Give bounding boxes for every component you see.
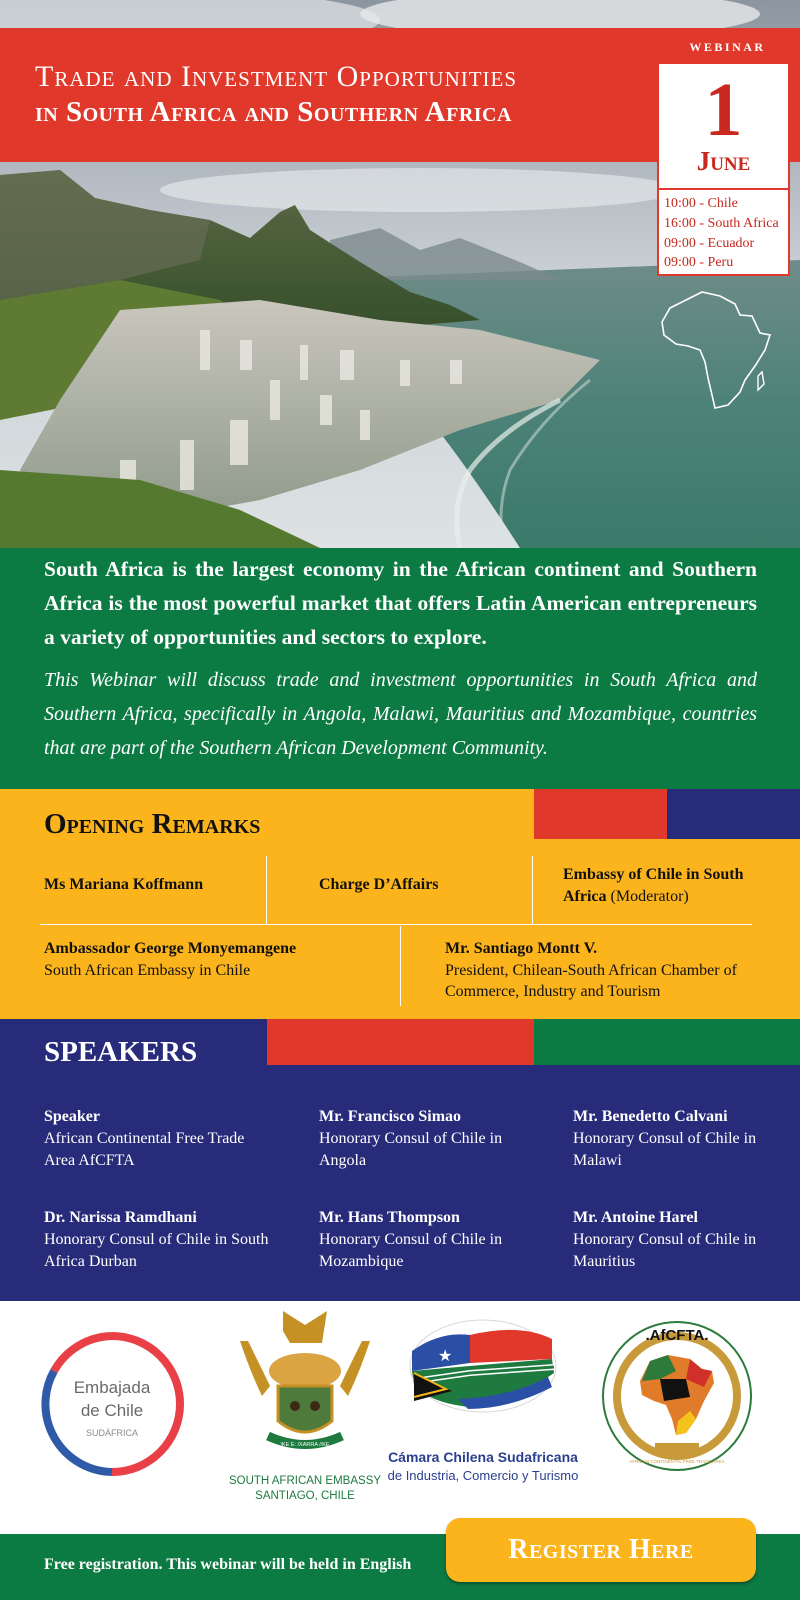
page-title-line-2: in South Africa and Southern Africa — [35, 96, 512, 128]
svg-text:★: ★ — [438, 1346, 453, 1365]
svg-text:!KE E: /XARRA //KE: !KE E: /XARRA //KE — [280, 1442, 330, 1448]
webinar-label: WEBINAR — [689, 40, 766, 54]
time-item: 09:00 - Ecuador — [664, 235, 755, 251]
divider — [266, 856, 267, 924]
date-card — [657, 62, 790, 276]
camara-chilena-sudafricana-logo — [388, 1320, 579, 1483]
page-title-line-1: Trade and Investment Opportunities — [35, 60, 518, 93]
remark-ambassador: Ambassador George Monyemangene South African Embassy in Chile — [44, 940, 297, 979]
date-month: June — [696, 146, 751, 176]
time-item: 10:00 - Chile — [664, 196, 738, 211]
svg-text:.AfCFTA.: .AfCFTA. — [645, 1327, 709, 1344]
decor-navy-block — [667, 789, 800, 839]
intro-body-text: This Webinar will discuss trade and investment opportunities in South Africa and Southern Africa, specifically in Angola, Malawi, Mauritius and Mozambique, countries that are part of the Southern African Development Community. — [44, 669, 757, 759]
svg-text:de Chile: de Chile — [80, 1401, 144, 1420]
south-african-embassy-logo — [229, 1311, 381, 1502]
speaker-card: Mr. Hans Thompson Honorary Consul of Chile in Mozambique — [319, 1209, 503, 1270]
speaker-card: Mr. Benedetto Calvani Honorary Consul of Chile in Malawi — [573, 1108, 757, 1169]
opening-remarks-title: Opening Remarks — [44, 808, 261, 840]
remark-chamber-president: Mr. Santiago Montt V. President, Chilean-South African Chamber of Commerce, Industry and Tourism — [445, 940, 737, 1000]
time-item: 16:00 - South Africa — [664, 215, 779, 231]
embajada-de-chile-logo — [45, 1336, 180, 1472]
svg-text:de Industria, Comercio y Turis: de Industria, Comercio y Turismo — [387, 1468, 579, 1483]
svg-text:AFRICAN CONTINENTAL FREE TRADE: AFRICAN CONTINENTAL FREE TRADE AREA — [629, 1459, 725, 1464]
date-day: 1 — [704, 68, 743, 152]
time-item: 09:00 - Peru — [664, 255, 734, 271]
svg-text:Embajada: Embajada — [73, 1378, 151, 1397]
time-list — [664, 194, 779, 273]
speaker-card: Dr. Narissa Ramdhani Honorary Consul of Chile in South Africa Durban — [44, 1209, 269, 1270]
remark-col-1: Ms Mariana Koffmann — [44, 876, 204, 893]
speaker-card: Mr. Francisco Simao Honorary Consul of Chile in Angola — [319, 1108, 503, 1169]
partner-logos — [0, 1301, 800, 1534]
intro-lead-text: South Africa is the largest economy in the African continent and Southern Africa is the most powerful market that offers Latin American entrepreneurs a variety of opportunities and sectors to explore. — [44, 557, 757, 649]
register-button[interactable] — [446, 1518, 756, 1582]
title-band — [0, 28, 655, 162]
speaker-card: Mr. Antoine Harel Honorary Consul of Chile in Mauritius — [573, 1209, 757, 1270]
svg-text:SANTIAGO, CHILE: SANTIAGO, CHILE — [255, 1490, 355, 1502]
divider — [532, 856, 533, 924]
svg-text:SOUTH AFRICAN EMBASSY: SOUTH AFRICAN EMBASSY — [228, 1475, 382, 1487]
register-button-label: Register Here — [508, 1534, 694, 1565]
remark-col-3: Embassy of Chile in South Africa (Moderator) — [563, 866, 744, 905]
decor-red-block — [534, 789, 667, 839]
speakers-title: SPEAKERS — [44, 1036, 198, 1068]
speaker-card: Speaker African Continental Free Trade Area AfCFTA — [44, 1108, 245, 1169]
decor-green-block — [534, 1019, 800, 1065]
afcfta-logo — [603, 1322, 751, 1470]
remark-col-2: Charge D’Affairs — [319, 876, 439, 893]
divider — [400, 926, 401, 1006]
svg-text:SUDÁFRICA: SUDÁFRICA — [85, 1428, 139, 1438]
divider — [40, 924, 752, 925]
date-divider — [659, 188, 788, 190]
hero-banner — [0, 0, 800, 548]
footer-registration-note: Free registration. This webinar will be held in English — [44, 1556, 412, 1573]
svg-text:Cámara Chilena Sudafricana: Cámara Chilena Sudafricana — [388, 1449, 578, 1465]
decor-red-block — [267, 1019, 534, 1065]
